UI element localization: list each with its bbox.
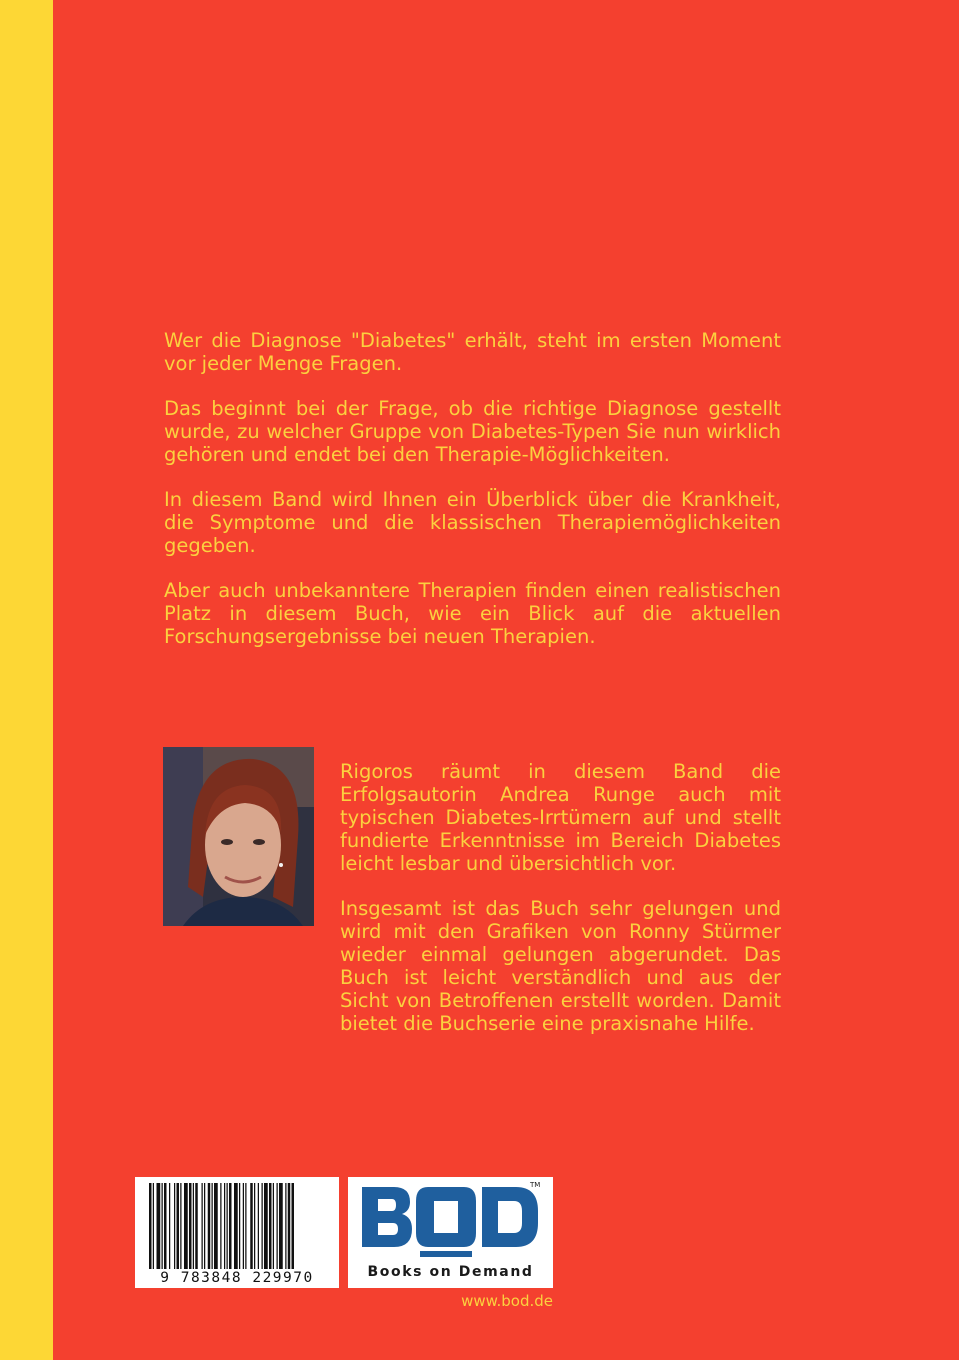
barcode-bar [162, 1183, 163, 1269]
barcode-bar [239, 1183, 240, 1269]
barcode-bar [157, 1183, 161, 1269]
barcode-bar [149, 1183, 152, 1269]
barcode-bar [277, 1183, 278, 1269]
barcode-bar [245, 1183, 246, 1269]
author-text [340, 760, 781, 1057]
trademark-label: TM [530, 1181, 541, 1189]
author-photo [163, 747, 314, 926]
barcode-bar [220, 1183, 221, 1269]
bod-logo-icon [348, 1177, 553, 1267]
barcode-bar [208, 1183, 211, 1269]
barcode-bar [264, 1183, 268, 1269]
barcode-bar [202, 1183, 203, 1269]
barcode-bar [288, 1183, 291, 1269]
publisher-url[interactable]: www.bod.de [461, 1292, 553, 1310]
barcode-bar [229, 1183, 232, 1269]
blurb-text [164, 329, 781, 670]
blurb-paragraph-4: Aber auch unbekanntere Therapien finden einen realistischen Platz in diesem Buch, wie ein Blick auf die aktuellen Forschungsergebnisse bei neuen Therapien. [164, 579, 781, 648]
barcode-bar [254, 1183, 255, 1269]
blurb-paragraph-3: In diesem Band wird Ihnen ein Überblick über die Krankheit, die Symptome und die klassischen Therapiemöglichkeiten gegeben. [164, 488, 781, 557]
blurb-paragraph-2: Das beginnt bei der Frage, ob die richtige Diagnose gestellt wurde, zu welcher Gruppe von Diabetes-Typen Sie nun wirklich gehören und endet bei den Therapie-Möglichkeiten. [164, 397, 781, 466]
barcode-bar [234, 1183, 238, 1269]
barcode-bar [214, 1183, 218, 1269]
barcode-bar [177, 1183, 180, 1269]
barcode-bar [153, 1183, 154, 1269]
book-spine [0, 0, 53, 1360]
barcode-bar [285, 1183, 286, 1269]
barcode-bar [224, 1183, 225, 1269]
publisher-logo [348, 1177, 553, 1288]
barcode-bar [193, 1183, 194, 1269]
barcode-bar [184, 1183, 188, 1269]
barcode-bar [164, 1183, 167, 1269]
barcode-bar [273, 1183, 274, 1269]
barcode-bar [262, 1183, 263, 1269]
publisher-tagline: Books on Demand [367, 1264, 534, 1280]
barcode-bar [250, 1183, 253, 1269]
blurb-paragraph-1: Wer die Diagnose "Diabetes" erhält, steht im ersten Moment vor jeder Menge Fragen. [164, 329, 781, 375]
barcode-bar [212, 1183, 213, 1269]
author-paragraph-1: Rigoros räumt in diesem Band die Erfolgsautorin Andrea Runge auch mit typischen Diabetes-Irrtümern auf und stellt fundierte Erkenntnisse im Bereich Diabetes leicht lesbar und übersichtlich vor. [340, 760, 781, 875]
barcode-bar [195, 1183, 198, 1269]
barcode-bar [174, 1183, 175, 1269]
barcode-bar [279, 1183, 283, 1269]
barcode-bar [243, 1183, 244, 1269]
barcode-bar [227, 1183, 228, 1269]
barcode-bar [180, 1183, 181, 1269]
barcode-bar [169, 1183, 170, 1269]
barcode-bar [269, 1183, 272, 1269]
author-paragraph-2: Insgesamt ist das Buch sehr gelungen und wird mit den Grafiken von Ronny Stürmer wieder einmal gelungen abgerundet. Das Buch ist leicht verständlich und aus der Sicht von Betroffenen erstellt worden. Damit bietet die Buchserie eine praxisnahe Hilfe. [340, 897, 781, 1035]
barcode-bar [189, 1183, 192, 1269]
barcode-bar [204, 1183, 205, 1269]
barcode-bar [258, 1183, 259, 1269]
barcode-bar [292, 1183, 295, 1269]
isbn-barcode [135, 1177, 339, 1288]
isbn-digits: 9 783848 229970 [160, 1270, 314, 1286]
